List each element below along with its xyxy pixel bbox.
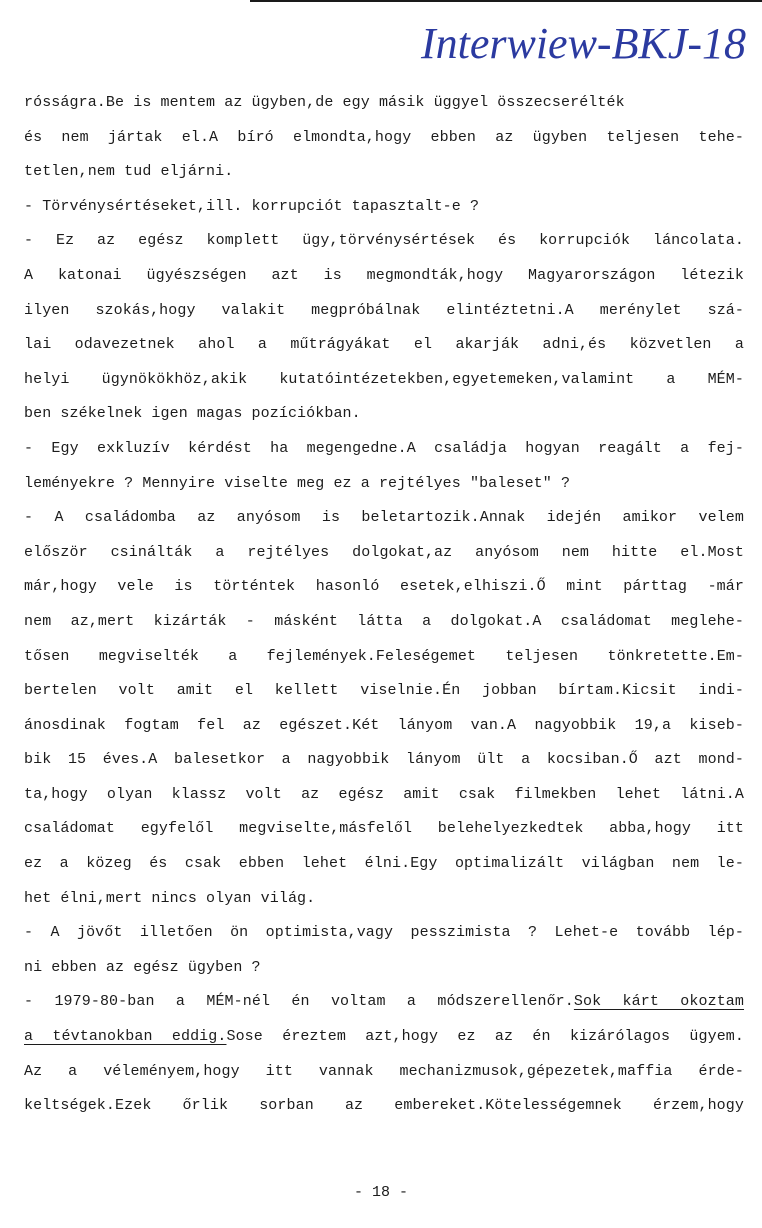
- text-line: tetlen,nem tud eljárni.: [24, 163, 234, 181]
- text-line: nem az,mert kizárták - másként látta a dolgokat.A családomat meglehe-: [24, 612, 744, 630]
- page-number: - 18 -: [353, 1184, 408, 1201]
- text-line: ta,hogy olyan klassz volt az egész amit csak filmekben lehet látni.A: [24, 785, 744, 803]
- text-line: - Törvénysértéseket,ill. korrupciót tapasztalt-e ?: [24, 197, 480, 215]
- text-line: először csinálták a rejtélyes dolgokat,az anyósom nem hitte el.Most: [24, 543, 744, 561]
- text-line: Az a véleményem,hogy itt vannak mechanizmusok,gépezetek,maffia érde-: [24, 1062, 744, 1080]
- text-line: keltségek.Ezek őrlik sorban az embereket.Kötelességemnek érzem,hogy: [24, 1097, 744, 1115]
- text-line: - A jövőt illetően ön optimista,vagy pesszimista ? Lehet-e tovább lép-: [24, 924, 744, 942]
- underlined-text: a tévtanokban eddig.: [24, 1028, 227, 1046]
- text-segment: Sose éreztem azt,hogy ez az én kizárólagos ügyem.: [226, 1028, 744, 1046]
- text-line: már,hogy vele is történtek hasonló esetek,elhiszi.Ő mint párttag -már: [24, 578, 744, 596]
- text-line: tősen megviselték a fejlemények.Feleségemet teljesen tönkretette.Em-: [24, 647, 744, 665]
- text-line: ez a közeg és csak ebben lehet élni.Egy optimalizált világban nem le-: [24, 855, 744, 873]
- text-line: het élni,mert nincs olyan világ.: [24, 889, 316, 907]
- text-line: ben székelnek igen magas pozíciókban.: [24, 405, 361, 423]
- text-line: helyi ügynökökhöz,akik kutatóintézetekben,egyetemeken,valamint a MÉM-: [24, 370, 744, 388]
- text-line: A katonai ügyészségen azt is megmondták,hogy Magyarországon létezik: [24, 266, 744, 284]
- text-line: ánosdinak fogtam fel az egészet.Két lányom van.A nagyobbik 19,a kiseb-: [24, 716, 744, 734]
- text-line: bik 15 éves.A balesetkor a nagyobbik lányom ült a kocsiban.Ő azt mond-: [24, 751, 744, 769]
- text-line: ilyen szokás,hogy valakit megpróbálnak elintéztetni.A merénylet szá-: [24, 301, 744, 319]
- text-line: - Ez az egész komplett ügy,törvénysértések és korrupciók láncolata.: [24, 232, 744, 250]
- text-line: lai odavezetnek ahol a műtrágyákat el akarják adni,és közvetlen a: [24, 336, 744, 354]
- document-body: [24, 86, 744, 1124]
- text-line: - A családomba az anyósom is beletartozik.Annak idején amikor velem: [24, 509, 744, 527]
- text-line: családomat egyfelől megviselte,másfelől belehelyezkedtek abba,hogy itt: [24, 820, 744, 838]
- text-segment: - 1979-80-ban a MÉM-nél én voltam a módszerellenőr.: [24, 993, 574, 1011]
- text-line: - Egy exkluzív kérdést ha megengedne.A családja hogyan reagált a fej-: [24, 439, 744, 457]
- text-line: bertelen volt amit el kellett viselnie.Én jobban bírtam.Kicsit indi-: [24, 682, 744, 700]
- underlined-text: Sok kárt okoztam: [573, 993, 745, 1011]
- text-line: és nem jártak el.A bíró elmondta,hogy ebben az ügyben teljesen tehe-: [24, 128, 744, 146]
- top-rule: [250, 0, 762, 2]
- text-line: leményekre ? Mennyire viselte meg ez a rejtélyes "baleset" ?: [24, 474, 571, 492]
- text-line: ni ebben az egész ügyben ?: [24, 958, 261, 976]
- document-title: Interwiew-BKJ-18: [420, 19, 746, 68]
- text-line-with-underline: [24, 1020, 744, 1055]
- text-line: rósságra.Be is mentem az ügyben,de egy másik üggyel összecserélték: [24, 94, 625, 111]
- text-line-with-underline: [24, 985, 744, 1020]
